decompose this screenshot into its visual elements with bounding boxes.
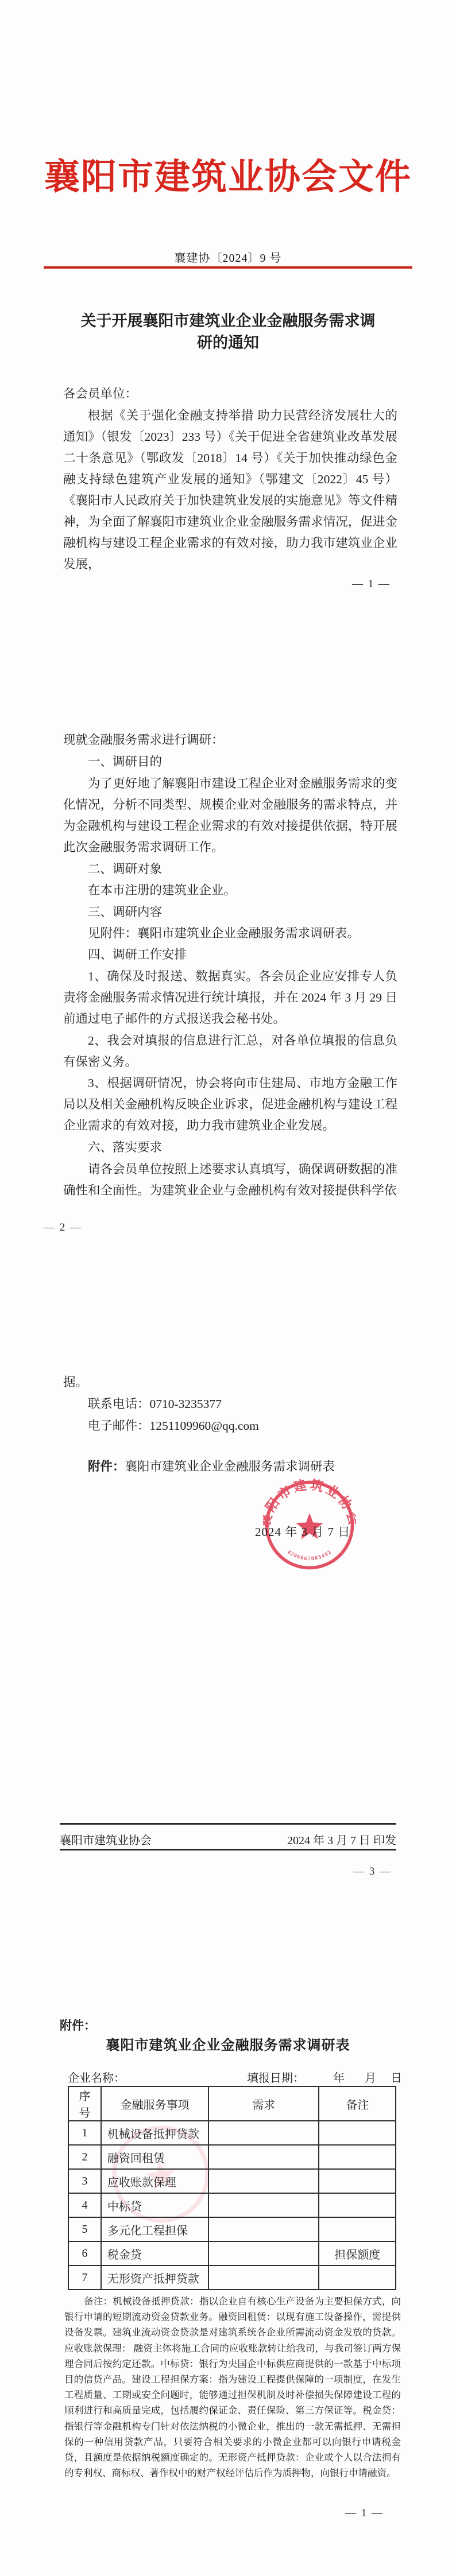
cell-note [319, 2265, 396, 2290]
cell-item: 中标贷 [101, 2193, 208, 2217]
table-row [68, 2193, 396, 2217]
header-no: 序号 [68, 2086, 101, 2121]
form-meta-row [68, 2069, 402, 2086]
print-footer [60, 1831, 396, 1848]
page-number-attachment: — 1 — [345, 2507, 384, 2519]
cell-no: 3 [68, 2169, 101, 2193]
cell-no: 1 [68, 2121, 101, 2145]
page-number-2: — 2 — [44, 1221, 82, 1233]
cell-item: 多元化工程担保 [101, 2217, 208, 2241]
footer-print-date: 2024 年 3 月 7 日 印发 [287, 1834, 396, 1847]
footer-divider-top [60, 1823, 396, 1825]
table-row [68, 2121, 396, 2145]
heading-object: 二、调研对象 [88, 862, 163, 876]
cell-note [319, 2121, 396, 2145]
paragraph-arrange-3: 3、根据调研情况，协会将向市住建局、市地方金融工作局以及相关金融机构反映企业诉求，促进金融机构与建设工程企业需求的有效对接，助力我市建筑业企业发展。 [63, 1076, 397, 1132]
fill-date-label: 填报日期： [247, 2072, 304, 2085]
heading-purpose: 一、调研目的 [88, 755, 163, 769]
footer-issuer: 襄阳市建筑业协会 [60, 1834, 152, 1847]
notice-title-line2: 研的通知 [197, 334, 259, 351]
cell-demand [208, 2217, 319, 2241]
heading-arrange: 四、调研工作安排 [88, 948, 187, 961]
paragraph-require: 请各会员单位按照上述要求认真填写，确保调研数据的准确性和全面性。为建筑业企业与金融机构有效对接提供科学依 [63, 1162, 397, 1197]
cell-item: 融资回租赁 [101, 2145, 208, 2169]
table-row [68, 2265, 396, 2290]
cell-demand [208, 2265, 319, 2290]
day-label: 日 [391, 2072, 402, 2085]
cell-note [319, 2217, 396, 2241]
attachment-reference-name: 襄阳市建筑业企业金融服务需求调研表 [125, 1460, 335, 1473]
header-note: 备注 [319, 2086, 396, 2121]
attachment-label: 附件： [60, 2019, 96, 2032]
notice-title-line1: 关于开展襄阳市建筑业企业金融服务需求调 [80, 312, 376, 329]
table-header-row [68, 2086, 396, 2121]
cell-no: 4 [68, 2193, 101, 2217]
attachment-reference-label: 附件： [88, 1460, 125, 1473]
paragraph-basis: 根据《关于强化金融支持举措 助力民营经济发展壮大的通知》（银发〔2023〕233 号）《关于促进全省建筑业改革发展二十条意见》（鄂政发〔2018〕14 号）《关于加快推动绿色金融支持绿色建筑产业发展的通知》（鄂建文〔2022〕45 号）《襄阳市人民政府关于加快建筑业发展的实施意见》等文件精神，为全面了解襄阳市建筑业企业金融服务需求情况，促进金融机构与建设工程企业需求的有效对接，助力我市建筑业企业发展， [63, 409, 397, 571]
cell-item: 税金贷 [101, 2241, 208, 2265]
notice-title [0, 310, 456, 354]
month-label: 月 [365, 2072, 376, 2085]
paragraph-arrange-1: 1、确保及时报送、数据真实。各会员企业应安排专人负责将金融服务需求情况进行统计填报，并在 2024 年 3 月 29 日前通过电子邮件的方式报送我会秘书处。 [63, 969, 397, 1026]
table-row [68, 2241, 396, 2265]
page-number-1: — 1 — [352, 578, 391, 590]
contact-phone: 联系电话：0710-3235377 [88, 1397, 222, 1411]
table-notes: 备注：机械设备抵押贷款：指以企业自有核心生产设备为主要担保方式，向银行申请的短期流动资金贷款业务。融资回租赁：以现有施工设备操作，需提供设备发票。建筑业流动资金贷款是对建筑系统各企业所需流动资金发放的贷款。应收账款保理： 融资主体将施工合同的应收账款转让给我司，与我司签订两方保理合同后按约定还款。中标贷：银行为央国企中标供应商提供的一款基于中标项目的信贷产品。建设工程担保方案：指为建设工程提供保障的一项制度，在发生工程质量、工期或安全问题时，能够通过担保机制及时补偿损失保障建设工程的顺利进行和高质量完成，包括履约保证金、责任保险、第三方保证等。税金贷：指银行等金融机构专门针对依法纳税的小微企业，推出的一款无需抵押、无需担保的一种信用贷款产品，只要符合相关要求的小微企业都可以向银行申请税金贷，且额度是依据纳税额度确定的。无形资产抵押贷款：企业或个人以合法拥有的专利权、商标权、著作权中的财产权经评估后作为质押物，向银行申请融资。 [64, 2296, 401, 2479]
cell-demand [208, 2193, 319, 2217]
cell-demand [208, 2169, 319, 2193]
cell-item: 机械设备抵押贷款 [101, 2121, 208, 2145]
document-number: 襄建协〔2024〕9 号 [174, 252, 282, 265]
paragraph-continue: 现就金融服务需求进行调研： [63, 733, 224, 747]
cell-note [319, 2145, 396, 2169]
header-demand: 需求 [208, 2086, 319, 2121]
sign-date: 2024 年 3 月 7 日 [255, 1525, 351, 1539]
table-row [68, 2169, 396, 2193]
paragraph-arrange-2: 2、我会对填报的信息进行汇总，对各单位填报的信息负有保密义务。 [63, 1034, 397, 1069]
salutation: 各会员单位： [63, 387, 138, 401]
company-name-label: 企业名称： [68, 2072, 125, 2085]
cell-no: 7 [68, 2265, 101, 2290]
heading-require: 六、落实要求 [88, 1140, 163, 1154]
cell-no: 5 [68, 2217, 101, 2241]
cell-note: 担保额度 [319, 2241, 396, 2265]
table-row [68, 2145, 396, 2169]
cell-item: 无形资产抵押贷款 [101, 2265, 208, 2290]
seal-ring-text: 阳市建筑业协 [263, 1479, 356, 1515]
footer-divider-bottom [60, 1849, 396, 1850]
contact-email: 电子邮件：1251109960@qq.com [88, 1419, 259, 1433]
cell-no: 6 [68, 2241, 101, 2265]
cell-item: 应收账款保理 [101, 2169, 208, 2193]
paragraph-content: 见附件：襄阳市建筑业企业金融服务需求调研表。 [88, 926, 360, 940]
cell-note [319, 2169, 396, 2193]
year-label: 年 [333, 2072, 345, 2085]
cell-demand [208, 2241, 319, 2265]
page-number-3: — 3 — [353, 1865, 392, 1877]
cell-demand [208, 2121, 319, 2145]
paragraph-require-end: 据。 [63, 1375, 88, 1389]
cell-note [319, 2193, 396, 2217]
attachment-title: 襄阳市建筑业企业金融服务需求调研表 [106, 2038, 350, 2053]
seal-code: 4206067003482 [286, 1549, 333, 1562]
header-item: 金融服务事项 [101, 2086, 208, 2121]
paragraph-purpose: 为了更好地了解襄阳市建设工程企业对金融服务需求的变化情况，分析不同类型、规模企业对金融服务的需求特点，并为金融机构与建设工程企业需求的有效对接提供依据，特开展此次金融服务需求调研工作。 [63, 777, 397, 854]
survey-table [68, 2086, 396, 2290]
letterhead-title: 襄阳市建筑业协会文件 [44, 158, 412, 197]
paragraph-object: 在本市注册的建筑业企业。 [88, 883, 237, 897]
attachment-reference [88, 1457, 335, 1475]
cell-no: 2 [68, 2145, 101, 2169]
heading-content: 三、调研内容 [88, 905, 163, 919]
letterhead-divider [44, 266, 412, 269]
table-row [68, 2217, 396, 2241]
cell-demand [208, 2145, 319, 2169]
